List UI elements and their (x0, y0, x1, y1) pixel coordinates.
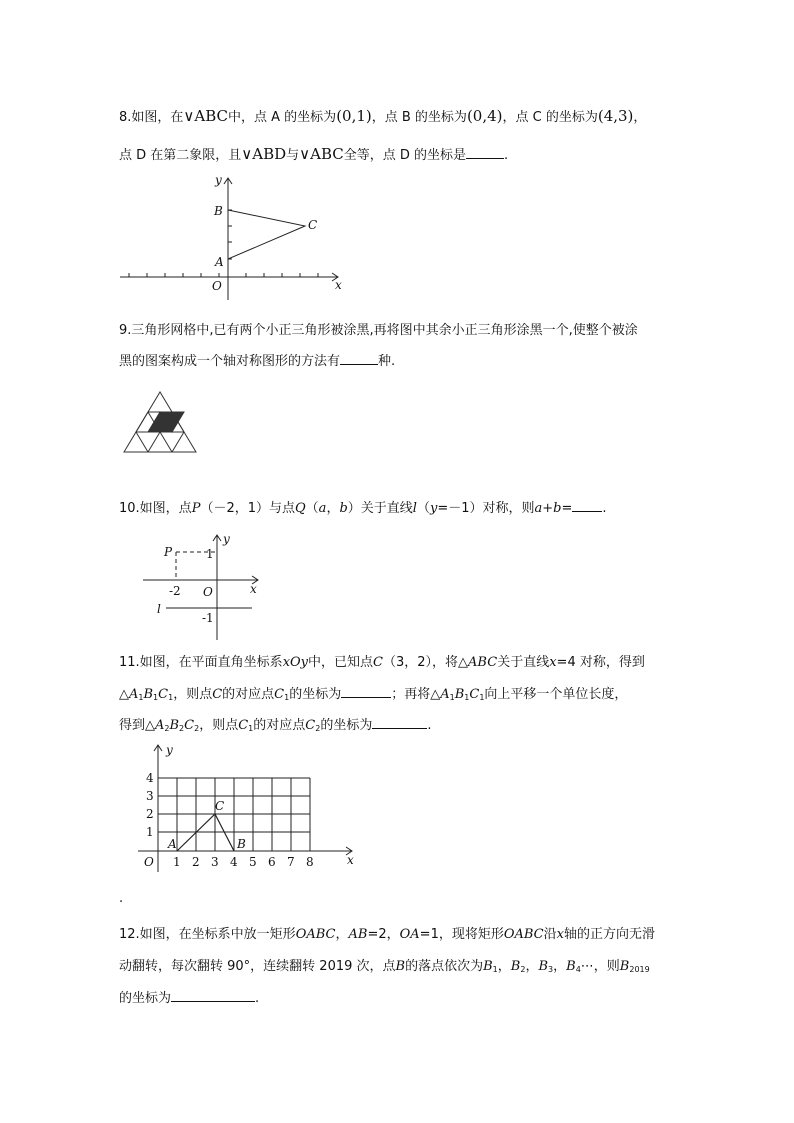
text: B (169, 718, 180, 733)
text: 1 (479, 693, 485, 702)
text: 2019 (629, 965, 650, 974)
y-tick-1: 1 (146, 825, 154, 839)
x-label: x (335, 278, 342, 292)
text: ， (326, 501, 340, 516)
text: B (538, 959, 549, 974)
q12-line-3 (119, 989, 259, 1008)
x-tick-5: 5 (249, 855, 257, 869)
text: 的坐标为 (320, 718, 373, 733)
text: b (339, 501, 348, 516)
text: 的坐标为 (289, 687, 342, 702)
text: ⋯，则 (580, 959, 620, 974)
text: （ (416, 501, 430, 516)
text: C (184, 718, 195, 733)
text: 中，点 A 的坐标为 (228, 110, 337, 125)
text: . (427, 718, 432, 733)
text: C (469, 687, 480, 702)
text: C (158, 687, 169, 702)
text: B (143, 687, 154, 702)
text: AB (348, 927, 368, 942)
q11-trailing-dot (119, 890, 123, 908)
text: 1 (248, 724, 254, 733)
point-b-label: B (214, 204, 223, 218)
text: l (412, 501, 417, 516)
text: 与 (286, 148, 300, 163)
text: 动翻转，每次翻转 90°，连续翻转 2019 次，点 (119, 959, 396, 974)
text: C (305, 718, 316, 733)
x-tick-2: 2 (192, 855, 200, 869)
q12-line-1 (119, 926, 655, 944)
text: . (119, 891, 124, 906)
text: ；再将△ (391, 687, 441, 702)
text: B (454, 687, 465, 702)
tick-neg2: -2 (169, 584, 181, 598)
y-tick-4: 4 (146, 771, 154, 785)
text: 2 (164, 724, 170, 733)
q12-line-2 (119, 958, 650, 979)
coord-c: (4,3) (597, 107, 634, 125)
tick-neg1: -1 (202, 611, 214, 625)
x-tick-8: 8 (306, 855, 314, 869)
x-tick-1: 1 (173, 855, 181, 869)
y-label: y (223, 532, 230, 546)
line-l-label: l (157, 602, 161, 616)
x-tick-3: 3 (211, 855, 219, 869)
text: 轴的正方向无滑 (564, 927, 656, 942)
text: ， (335, 927, 349, 942)
text: 2 (194, 724, 200, 733)
text: OA (399, 927, 420, 942)
text: 12.如图，在坐标系中放一矩形 (119, 927, 296, 942)
point-b-label: B (237, 837, 246, 851)
y-label: y (215, 173, 222, 187)
text: . (504, 148, 509, 163)
text: x (549, 655, 557, 670)
text: y (429, 501, 438, 516)
text: Q (294, 501, 306, 516)
y-tick-2: 2 (146, 807, 154, 821)
x-tick-7: 7 (287, 855, 295, 869)
text: 的对应点 (253, 718, 306, 733)
origin-label: O (212, 279, 222, 293)
text: A (129, 687, 139, 702)
text: =2， (367, 927, 400, 942)
text: ， (497, 959, 511, 974)
coord-a: (0,1) (336, 107, 372, 125)
x-tick-4: 4 (230, 855, 238, 869)
text: 2 (315, 724, 321, 733)
text: a+b (534, 501, 562, 516)
text: ，则点 (173, 687, 213, 702)
text: C (274, 687, 285, 702)
text: xOy (282, 655, 309, 670)
text: ABC (468, 655, 498, 670)
text: 的对应点 (222, 687, 275, 702)
origin-label: O (203, 585, 213, 599)
triangle-abc: ∨ABC (183, 107, 229, 125)
text: ， (633, 110, 647, 125)
x-label: x (250, 582, 257, 596)
x-tick-6: 6 (268, 855, 276, 869)
text: =1，现将矩形 (419, 927, 504, 942)
text: ）关于直线 (347, 501, 413, 516)
text: C (238, 718, 249, 733)
text: B (395, 959, 406, 974)
text: C (373, 655, 383, 670)
text: 种. (378, 354, 396, 369)
coord-b: (0,4) (466, 107, 503, 125)
text: P (191, 501, 201, 516)
text: 2 (179, 724, 185, 733)
answer-blank (171, 989, 255, 1002)
text: 9.三角形网格中,已有两个小正三角形被涂黑,再将图中其余小正三角形涂黑一个,使整个被涂 (119, 323, 638, 338)
text: 3 (548, 965, 554, 974)
text: 4 (575, 965, 581, 974)
text: = (561, 501, 573, 516)
text: 如图，在 (131, 110, 184, 125)
text: C (212, 687, 223, 702)
text: △ (119, 687, 129, 702)
text: 11.如图，在平面直角坐标系 (119, 655, 283, 670)
point-c-label: C (215, 799, 225, 813)
text: 1 (168, 693, 174, 702)
text: 1 (284, 693, 290, 702)
x-label: x (347, 853, 354, 867)
text: 得到△ (119, 718, 155, 733)
text: A (155, 718, 165, 733)
text: 中，已知点 (308, 655, 374, 670)
text: 的落点依次为 (405, 959, 484, 974)
text: x (556, 927, 564, 942)
point-a-label: A (215, 255, 224, 269)
text: 沿 (543, 927, 557, 942)
text: B (510, 959, 521, 974)
text: 1 (449, 693, 455, 702)
text: B (483, 959, 493, 974)
text: 点 D 在第二象限，且 (119, 148, 242, 163)
text: 关于直线 (497, 655, 550, 670)
text: 2 (520, 965, 526, 974)
text: （ (305, 501, 319, 516)
q8-number: 8. (119, 110, 132, 125)
point-c-label: C (308, 218, 318, 232)
y-tick-3: 3 (146, 789, 154, 803)
text: 10.如图，点 (119, 501, 192, 516)
text: 的坐标为 (119, 991, 172, 1006)
text: ，点 B 的坐标为 (371, 110, 467, 125)
text: 1 (464, 693, 470, 702)
text: 1 (153, 693, 159, 702)
text: （－2，1）与点 (200, 501, 295, 516)
text: （3，2），将△ (383, 655, 469, 670)
text: ， (525, 959, 539, 974)
text: ，点 C 的坐标为 (502, 110, 598, 125)
text: =－1）对称，则 (437, 501, 535, 516)
grid (158, 778, 310, 851)
triangle-abc: ∨ABC (299, 145, 344, 163)
text: 全等，点 D 的坐标是 (343, 148, 467, 163)
text: 1 (492, 965, 498, 974)
text: A (440, 687, 450, 702)
text: ，则点 (199, 718, 239, 733)
y-label: y (166, 743, 173, 757)
text: 1 (138, 693, 144, 702)
text: . (602, 501, 607, 516)
point-p-label: P (164, 545, 173, 559)
tick-1: 1 (206, 547, 214, 561)
text: B (619, 959, 630, 974)
text: . (255, 991, 260, 1006)
text: B (566, 959, 576, 974)
text: 向上平移一个单位长度， (484, 687, 628, 702)
text: OABC (503, 927, 544, 942)
text: ， (553, 959, 567, 974)
point-a-label: A (168, 837, 177, 851)
origin-label: O (144, 855, 154, 869)
text: OABC (295, 927, 336, 942)
text: 黑的图案构成一个轴对称图形的方法有 (119, 354, 341, 369)
triangle-abd: ∨ABD (241, 145, 287, 163)
text: a (318, 501, 327, 516)
text: =4 对称，得到 (556, 655, 645, 670)
